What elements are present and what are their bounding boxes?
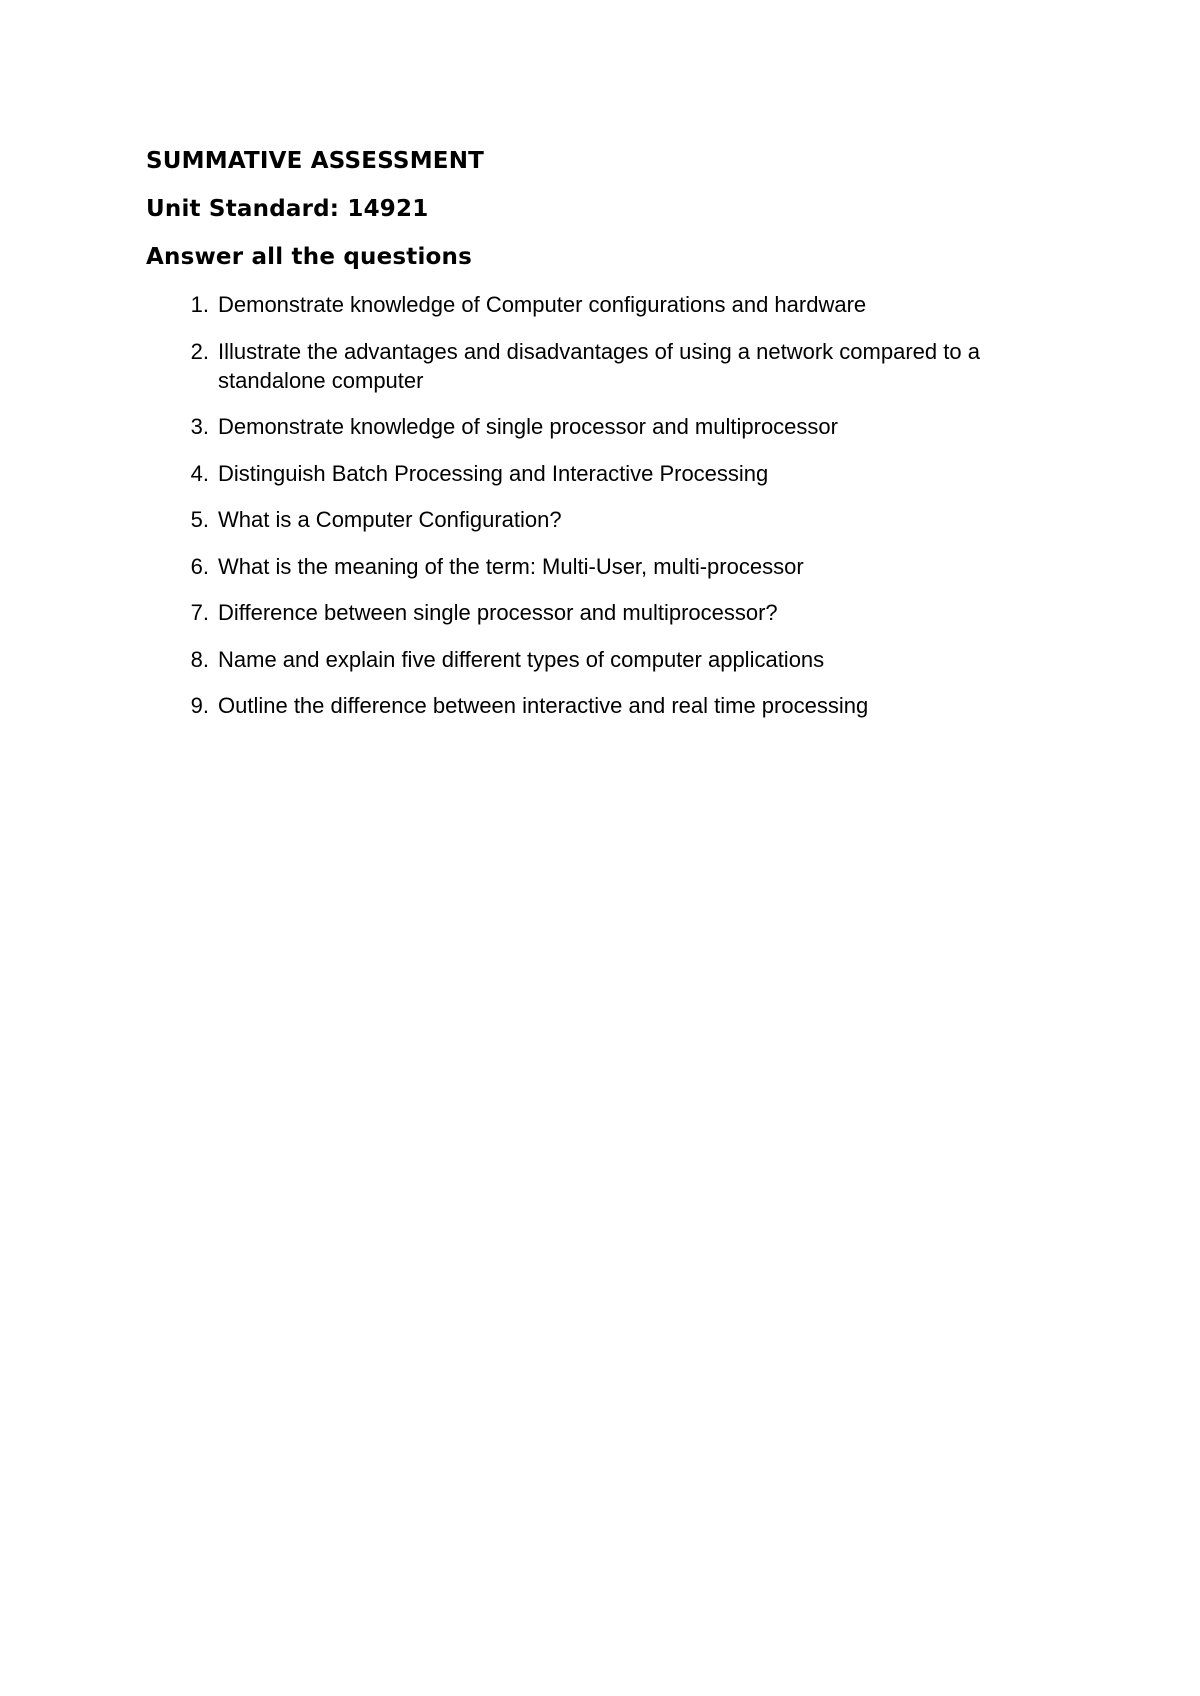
list-item [146,598,1086,627]
question-text: Demonstrate knowledge of single processor and multiprocessor [218,414,838,439]
document-title: SUMMATIVE ASSESSMENT [146,148,485,174]
question-text: Name and explain five different types of computer applications [218,646,825,672]
instruction: Answer all the questions [146,244,473,270]
list-item [146,337,1086,395]
question-number: 7. [190,600,209,625]
list-item [146,505,1086,534]
document-body [146,146,1086,738]
question-number: 3. [190,414,209,439]
list-item [146,412,1086,441]
list-item [146,552,1086,581]
list-item [146,691,1086,720]
question-text: What is the meaning of the term: Multi-User, multi-processor [218,553,804,579]
question-text: Demonstrate knowledge of Computer configurations and hardware [218,292,867,317]
list-item [146,290,1086,319]
list-item [146,645,1086,674]
question-number: 2. [190,338,209,364]
question-number: 4. [190,460,209,486]
question-text: Distinguish Batch Processing and Interactive Processing [218,460,769,486]
question-text: What is a Computer Configuration? [218,507,562,532]
question-text: Difference between single processor and multiprocessor? [218,600,778,625]
question-number: 8. [190,646,209,672]
question-number: 1. [190,292,209,317]
question-number: 9. [190,693,209,718]
question-number: 6. [190,553,209,579]
unit-standard: Unit Standard: 14921 [146,196,429,222]
question-number: 5. [190,507,209,532]
question-text: Outline the difference between interactive and real time processing [218,693,869,718]
question-list [146,290,1086,720]
list-item [146,459,1086,488]
question-text: Illustrate the advantages and disadvantages of using a network compared to a standalone computer [218,338,980,393]
